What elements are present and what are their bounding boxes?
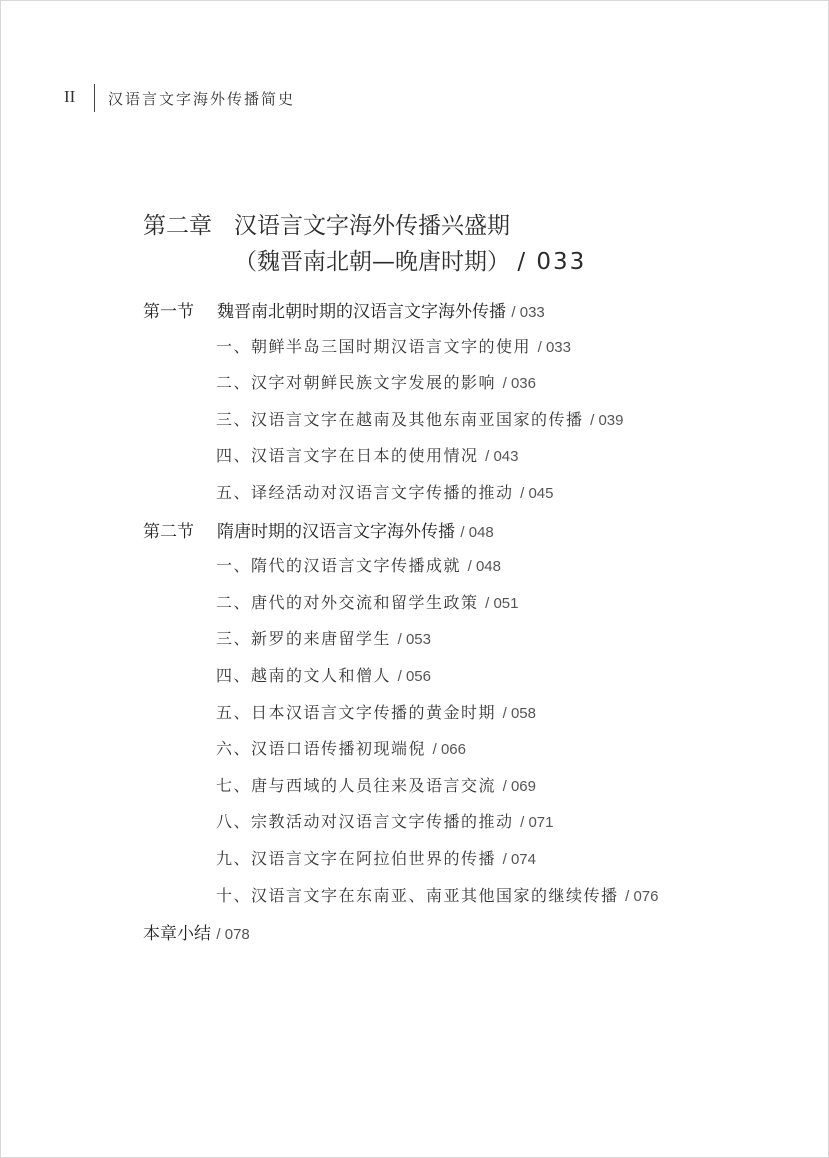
- entry-title: 四、越南的文人和僧人: [216, 666, 392, 685]
- chapter-heading: [143, 208, 586, 280]
- toc-item[interactable]: [216, 846, 536, 869]
- entry-title: 十、汉语言文字在东南亚、南亚其他国家的继续传播: [216, 885, 619, 905]
- entry-page: / 071: [520, 814, 554, 832]
- entry-title: 一、朝鲜半岛三国时期汉语言文字的使用: [216, 336, 532, 356]
- toc-item[interactable]: [216, 663, 431, 686]
- toc-item[interactable]: [216, 700, 536, 723]
- entry-title: 魏晋南北朝时期的汉语言文字海外传播: [217, 302, 506, 322]
- entry-page: / 066: [432, 741, 466, 759]
- entry-title: 五、译经活动对汉语言文字传播的推动: [216, 483, 514, 502]
- section-label: 第二节: [143, 521, 194, 542]
- chapter-label: 第二章: [143, 213, 212, 239]
- entry-title: 一、隋代的汉语言文字传播成就: [216, 556, 462, 576]
- entry-title: 二、汉字对朝鲜民族文字发展的影响: [216, 373, 497, 393]
- entry-page: / 074: [502, 851, 536, 868]
- entry-page: / 036: [502, 375, 536, 393]
- toc-item[interactable]: [216, 334, 571, 357]
- running-title: 汉语言文字海外传播简史: [108, 90, 296, 108]
- toc-item[interactable]: [216, 773, 536, 796]
- entry-page: / 043: [485, 448, 519, 466]
- toc-summary[interactable]: [143, 919, 250, 944]
- entry-title: 三、汉语言文字在越南及其他东南亚国家的传播: [216, 409, 584, 429]
- entry-page: / 039: [590, 411, 624, 429]
- entry-page: / 033: [537, 338, 571, 356]
- entry-page: / 048: [467, 558, 501, 576]
- entry-title: 七、唐与西域的人员往来及语言交流: [216, 775, 497, 795]
- entry-title: 八、宗教活动对汉语言文字传播的推动: [216, 812, 514, 832]
- page-number: II: [64, 87, 76, 106]
- toc-item[interactable]: [216, 626, 431, 649]
- section-label: 第一节: [143, 302, 194, 322]
- entry-page: / 051: [485, 594, 519, 612]
- entry-page: / 056: [397, 668, 431, 685]
- entry-title: 隋唐时期的汉语言文字海外传播: [217, 521, 455, 542]
- entry-title: 二、唐代的对外交流和留学生政策: [216, 592, 479, 612]
- chapter-title: 汉语言文字海外传播兴盛期: [234, 213, 510, 239]
- toc-item[interactable]: [216, 590, 518, 613]
- entry-title: 三、新罗的来唐留学生: [216, 629, 392, 649]
- entry-title: 九、汉语言文字在阿拉伯世界的传播: [216, 849, 497, 868]
- chapter-subtitle: （魏晋南北朝—晚唐时期）: [234, 249, 510, 275]
- toc-item[interactable]: [216, 370, 536, 393]
- entry-title: 六、汉语口语传播初现端倪: [216, 739, 427, 759]
- entry-title: 五、日本汉语言文字传播的黄金时期: [216, 702, 497, 722]
- toc-item[interactable]: [216, 736, 466, 759]
- entry-title: 四、汉语言文字在日本的使用情况: [216, 446, 479, 466]
- entry-page: / 076: [625, 887, 659, 905]
- entry-page: / 048: [460, 523, 494, 541]
- toc-item[interactable]: [216, 480, 553, 503]
- toc-section[interactable]: [143, 517, 494, 542]
- entry-page: / 053: [397, 631, 431, 649]
- entry-title: 本章小结: [143, 924, 211, 945]
- header-divider: [94, 84, 95, 112]
- entry-page: / 058: [502, 704, 536, 722]
- toc-item[interactable]: [216, 883, 658, 906]
- entry-page: / 033: [511, 304, 545, 321]
- toc-item[interactable]: [216, 553, 501, 576]
- entry-page: / 078: [216, 926, 250, 944]
- toc-item[interactable]: [216, 407, 623, 430]
- toc-item[interactable]: [216, 809, 553, 832]
- toc-item[interactable]: [216, 443, 518, 466]
- chapter-page: / 033: [517, 249, 587, 275]
- entry-page: / 045: [520, 485, 554, 502]
- entry-page: / 069: [502, 777, 536, 795]
- toc-section[interactable]: [143, 297, 545, 322]
